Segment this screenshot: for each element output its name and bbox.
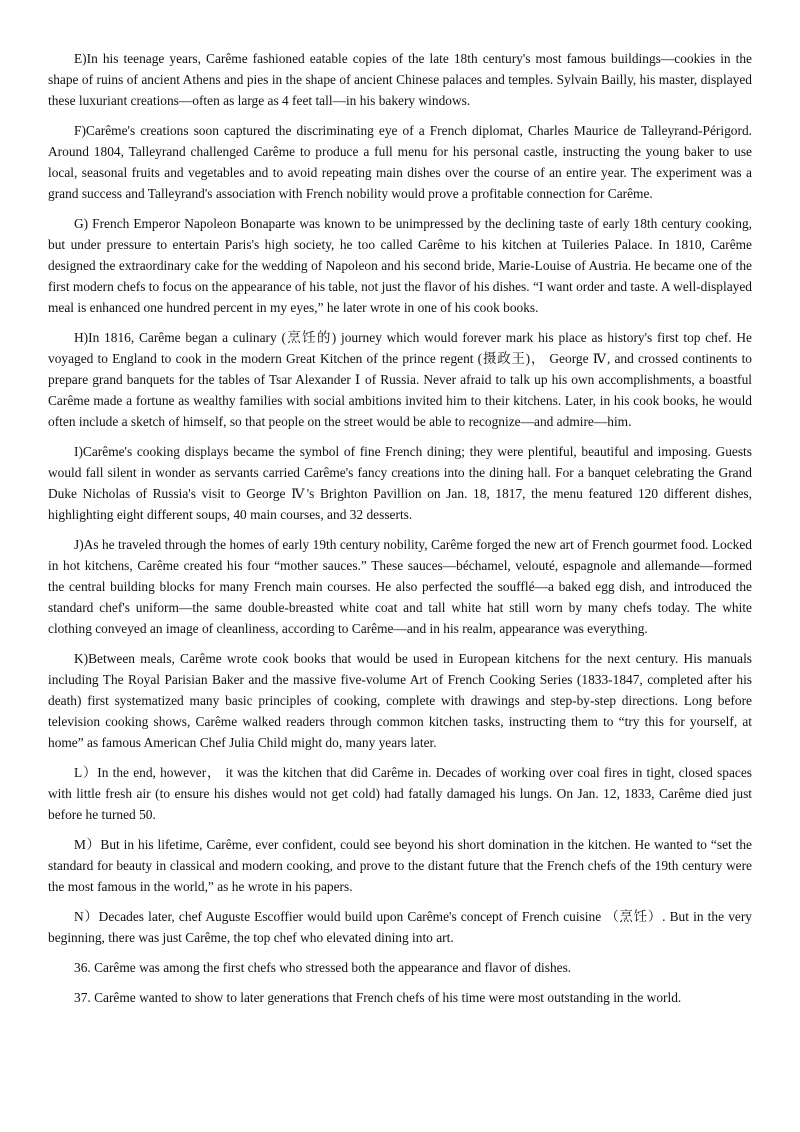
question-36: 36. Carême was among the first chefs who stressed both the appearance and flavor of dishes. [74,960,572,975]
paragraph-j: J)As he traveled through the homes of early 19th century nobility, Carême forged the new art of French gourmet food. Locked in hot kitchens, Carême created his four “mother sauces.” These sauces—béchamel, velouté, espagnole and allemande—formed the central building blocks for many French main courses. He also perfected the soufflé—a baked egg dish, and introduced the standard chef's uniform—the same double-breasted white coat and tall white hat still worn by many chefs today. The white clothing conveyed an image of cleanliness, according to Carême—and in his realm, appearance was everything. [48,537,752,636]
paragraph-n: N）Decades later, chef Auguste Escoffier would build upon Carême's concept of French cuisine （烹饪）. But in the very beginning, there was just Carême, the top chef who elevated dining into art. [48,909,752,945]
question-37: 37. Carême wanted to show to later generations that French chefs of his time were most outstanding in the world. [74,990,682,1005]
paragraph-k: K)Between meals, Carême wrote cook books that would be used in European kitchens for the next century. His manuals including The Royal Parisian Baker and the massive five-volume Art of French Cooking Series (1833-1847, completed after his death) first systematized many basic principles of cooking, complete with drawings and step-by-step directions. Long before television cooking shows, Carême walked readers through common kitchen tasks, instructing them to “try this for yourself, at home” as famous American Chef Julia Child might do, many years later. [48,651,752,750]
paragraph-i: I)Carême's cooking displays became the symbol of fine French dining; they were plentiful, beautiful and imposing. Guests would fall silent in wonder as servants carried Carême's fancy creations into the dining hall. For a banquet celebrating the Grand Duke Nicholas of Russia's visit to George Ⅳ's Brighton Pavillion on Jan. 18, 1817, the menu featured 120 different dishes, highlighting eight different soups, 40 main courses, and 32 desserts. [48,444,752,522]
paragraph-m: M）But in his lifetime, Carême, ever confident, could see beyond his short domination in the kitchen. He wanted to “set the standard for beauty in classical and modern cooking, and prove to the distant future that the French chefs of the 19th century were the most famous in the world,” as he wrote in his papers. [48,837,752,894]
paragraph-h: H)In 1816, Carême began a culinary (烹饪的) journey which would forever mark his place as history's first top chef. He voyaged to England to cook in the modern Great Kitchen of the prince regent (摄政王)， George Ⅳ, and crossed continents to prepare grand banquets for the tables of Tsar Alexander Ⅰ of Russia. Never afraid to talk up his own accomplishments, a boastful Carême made a fortune as wealthy families with social ambitions invited him to their kitchens. Later, in his cook books, he would often include a sketch of himself, so that people on the street would be able to recognize—and admire—him. [48,330,752,429]
paragraph-e: E)In his teenage years, Carême fashioned eatable copies of the late 18th century's most famous buildings—cookies in the shape of ruins of ancient Athens and pies in the shape of ancient Chinese palaces and temples. Sylvain Bailly, his master, displayed these luxuriant creations—often as large as 4 feet tall—in his bakery windows. [48,51,752,108]
paragraph-g: G) French Emperor Napoleon Bonaparte was known to be unimpressed by the declining taste of early 18th century cooking, but under pressure to entertain Paris's high society, he too called Carême to his kitchen at Tuileries Palace. In 1810, Carême designed the extraordinary cake for the wedding of Napoleon and his second bride, Marie-Louise of Austria. He became one of the first modern chefs to focus on the appearance of his table, not just the flavor of his dishes. “I want order and taste. A well-displayed meal is enhanced one hundred percent in my eyes,” he later wrote in one of his cook books. [48,216,752,315]
document-page [48,48,752,1017]
paragraph-f: F)Carême's creations soon captured the discriminating eye of a French diplomat, Charles Maurice de Talleyrand-Périgord. Around 1804, Talleyrand challenged Carême to produce a full menu for his personal castle, instructing the young baker to use local, seasonal fruits and vegetables and to avoid repeating main dishes over the course of an entire year. The experiment was a grand success and Talleyrand's association with French nobility would prove a profitable connection for Carême. [48,123,752,201]
paragraph-l: L）In the end, however， it was the kitchen that did Carême in. Decades of working over coal fires in tight, closed spaces with little fresh air (to ensure his dishes would not get cold) had fatally damaged his lungs. On Jan. 12, 1833, Carême died just before he turned 50. [48,765,752,822]
